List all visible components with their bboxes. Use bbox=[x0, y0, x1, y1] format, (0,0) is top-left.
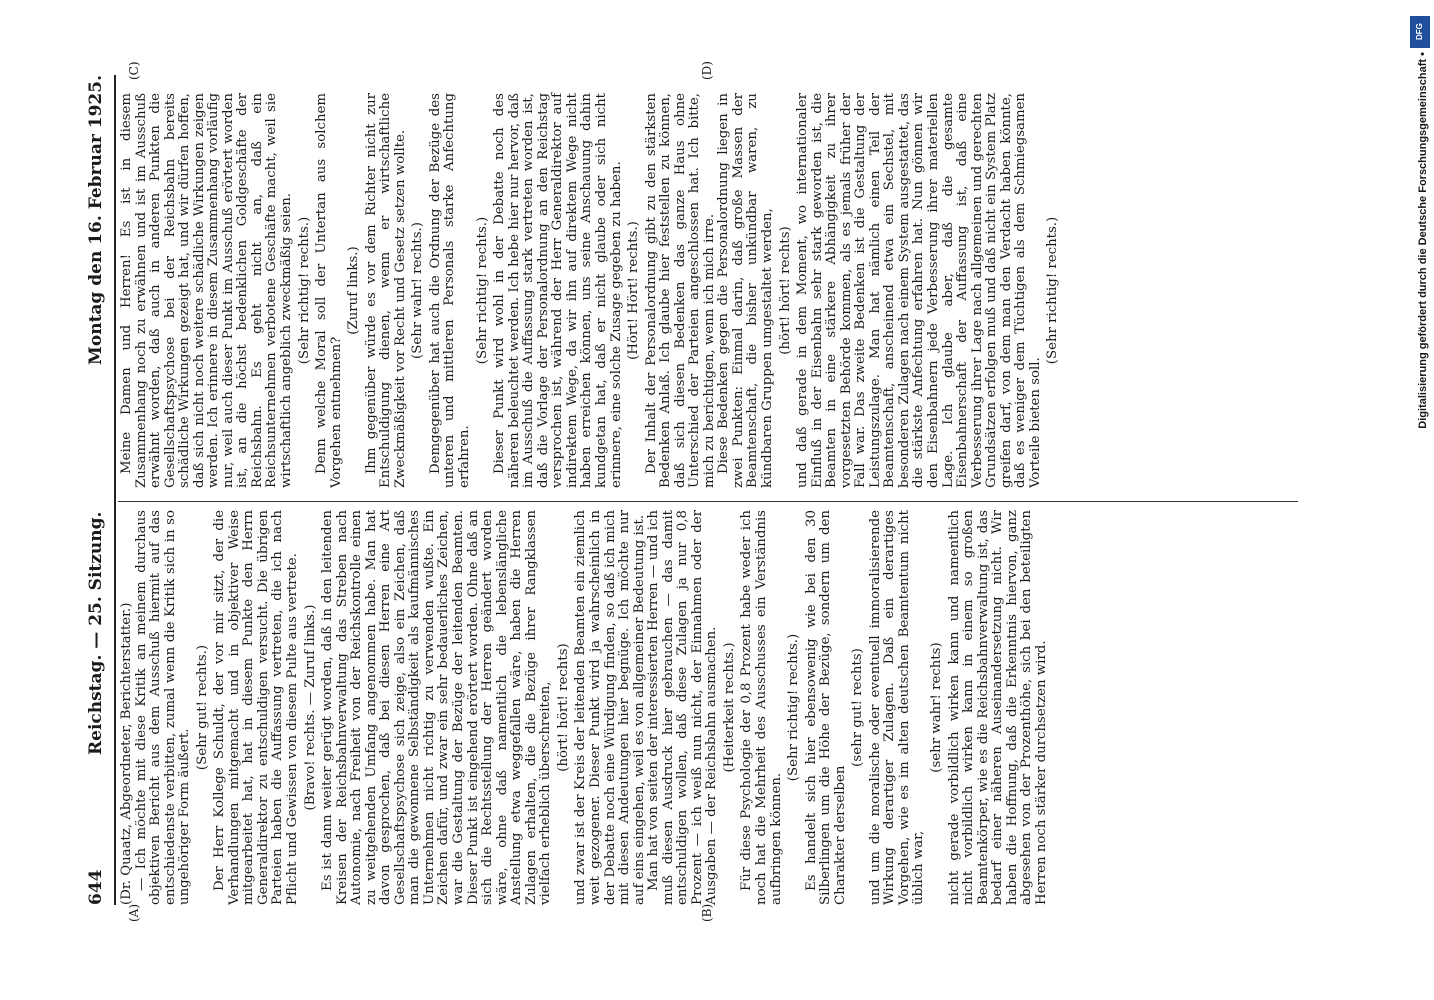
page-header bbox=[86, 75, 112, 905]
interjection: (hört! hört! rechts) bbox=[555, 643, 571, 772]
interjection: (sehr wahr! rechts) bbox=[928, 642, 944, 773]
paragraph: Ihm gegenüber würde es vor dem Richter nicht zur Entschuldigung dienen, wenn er wirtschaftliche Zweckmäßigkeit vor Recht und Gesetz setzen wollte. bbox=[363, 93, 408, 488]
paragraph: Für diese Psychologie der 0,8 Prozent habe weder ich noch hat die Mehrheit des Ausschusses ein Verständnis aufbringen können. bbox=[739, 510, 784, 905]
paragraph: Der Inhalt der Personalordnung gibt zu den stärksten Bedenken Anlaß. Ich glaube hier feststellen zu können, daß sich diesen Bedenken das ganze Haus ohne Unterschied der Parteien angeschlossen hat. Ich bitte, mich zu berichtigen, wenn ich mich irre. bbox=[643, 93, 717, 488]
session-title: Reichstag. — 25. Sitzung. bbox=[86, 511, 106, 755]
paragraph: Diese Bedenken gegen die Personalordnung liegen in zwei Punkten: Einmal darin, daß große Massen der Beamtenschaft, die bisher unkündbar waren, zu kündbaren Gruppen umgestaltet werden, bbox=[716, 93, 775, 488]
paragraph: Denn welche Moral soll der Untertan aus solchem Vorgehen entnehmen? bbox=[314, 93, 344, 488]
left-column bbox=[120, 510, 1049, 905]
paragraph: und daß gerade in dem Moment, wo internationaler Einfluß in der Eisenbahn sehr stark geworden ist, die Beamten in eine stärkere Abhängigkeit zu ihrer vorgesetzten Behörde kommen, als es jemals früher der Fall war. Das zweite Bedenken ist die Gestaltung der Leistungszulage. Man hat nämlich einen Teil der Beamtenschaft, anscheinend etwa ein Sechstel, mit besonderen Zulagen nach einem System ausgestattet, das die stärkste Anfechtung erfahren hat. Nun gönnen wir den Eisenbahnern jede Verbesserung ihrer materiellen Lage. Ich glaube aber, daß die gesamte Eisenbahnerschaft der Auffassung ist, daß eine Verbesserung ihrer Lage nach allgemeinen und gerechten Grundsätzen erfolgen muß und daß nicht ein System Platz greifen darf, von dem man den Verdacht haben könnte, daß es weniger dem Tüchtigen als dem Schmiegsamen Vorteile bieten soll. bbox=[795, 93, 1043, 488]
header-rule bbox=[114, 75, 116, 905]
interjection: (sehr gut! rechts) bbox=[850, 648, 866, 767]
paragraph: — Ich möchte mit diese Kritik an meinem durchaus objektiven Bericht aus dem Ausschuß hiermit auf das entschiedenste verbitten, zumal wenn die Kritik sich in so ungehöriger Form äußert. bbox=[133, 510, 193, 905]
paragraph: Man hat von seiten der interessierten Herren — und ich muß diesen Ausdruck hier gebrauchen — das damit entschuldigen wollen, daß diese Zulagen ja nur 0,8 Prozent — ich weiß nun nicht, der Einnahmen oder der Ausgaben — der Reichsbahn ausmachen. bbox=[646, 510, 720, 905]
margin-marker-d: (D) bbox=[700, 61, 714, 80]
interjection: (Sehr richtig! rechts.) bbox=[1045, 216, 1061, 365]
interjection: (Heiterkeit rechts.) bbox=[721, 642, 737, 773]
paragraph: Es ist dann weiter gerügt worden, daß in den leitenden Kreisen der Reichsbahnverwaltung das Streben nach Autonomie, nach Freiheit von der Reichskontrolle einen zu weitgehenden Umfang angenommen habe. Man hat davon gesprochen, daß bei diesen Herren eine Art Gesellschaftspsychose sich zeige, also ein Zeichen, daß man die gewonnene Selbständigkeit als kaufmännisches Unternehmen nicht richtig zu verwenden wußte. Ein Zeichen dafür, und zwar ein sehr bedauerliches Zeichen, war die Gestaltung der Bezüge der leitenden Beamten. Dieser Punkt ist eingehend erörtert worden. Ohne daß an sich die Rechtsstellung der Herren geändert worden wäre, ohne daß namentlich die lebenslängliche Anstellung etwa weggefallen wäre, haben die Herren Zulagen erhalten, die die Bezüge ihrer Rangklassen vielfach erheblich überschreiten, bbox=[320, 510, 554, 905]
interjection: (Sehr wahr! rechts.) bbox=[410, 222, 426, 359]
interjection: (hört! hört! rechts) bbox=[777, 226, 793, 355]
paragraph: Dieser Punkt wird wohl in der Debatte noch des näheren beleuchtet werden. Ich hebe hier nur hervor, daß im Ausschuß die Auffassung stark vertreten worden ist, daß die Vorlage der Personalordnung an den Reichstag versprochen ist, während der Herr Generaldirektor auf indirektem Wege, da wir ihn auf direktem Wege nicht haben erreichen können, uns seine Anschauung dahin kundgetan hat, daß er nicht glaube oder sich nicht erinnere, eine solche Zusage gegeben zu haben. bbox=[492, 93, 624, 488]
paragraph: Der Herr Kollege Schuldt, der vor mir sitzt, der die Verhandlungen mitgemacht und in objektiver Weise mitgearbeitet hat, hat in diesem Punkte den Herrn Generaldirektor zu entschuldigen versucht. Die übrigen Parteien haben die Auffassung vertreten, die ich nach Pflicht und Gewissen von diesem Pulte aus vertrete. bbox=[212, 510, 301, 905]
interjection: (Sehr gut! rechts.) bbox=[194, 644, 210, 771]
paragraph: Es handelt sich hier ebensowenig wie bei den 30 Silberlingen um die Höhe der Bezüge, sondern um den Charakter derselben bbox=[803, 510, 848, 905]
column-divider bbox=[118, 501, 1298, 502]
right-column bbox=[120, 93, 1064, 488]
margin-marker-c: (C) bbox=[127, 61, 141, 80]
margin-marker-b: (B) bbox=[700, 903, 714, 922]
dfg-credit-text: Digitalisierung gefördert durch die Deutsche Forschungsgemeinschaft • bbox=[1417, 52, 1429, 429]
interjection: (Sehr richtig! rechts.) bbox=[296, 216, 312, 365]
paragraph: (Dr. Quaatz, Abgeordneter, Berichterstatter.) bbox=[119, 602, 134, 905]
digitization-sidebar bbox=[1409, 8, 1434, 992]
session-date: Montag den 16. Februar 1925. bbox=[86, 75, 106, 365]
paragraph: nicht gerade vorbildlich wirken kann und namentlich nicht vorbildlich wirken kann in einem so großen Beamtenkörper, wie es die Reichsbahnverwaltung ist, das bedarf einer näheren Auseinandersetzung nicht. Wir haben die Hoffnung, daß die Erkenntnis hiervon, ganz abgesehen von der Prozenthöhe, sich bei den beteiligten Herren noch stärker durchsetzen wird. bbox=[946, 510, 1049, 905]
paragraph: Demgegenüber hat auch die Ordnung der Bezüge des unteren und mittleren Personals starke Anfechtung erfahren. bbox=[427, 93, 473, 488]
paragraph: Meine Damen und Herren! Es ist in diesem Zusammenhang noch zu erwähnen und ist im Ausschuß erwähnt worden, daß auch in anderen Punkten die Gesellschaftspsychose bei der Reichsbahn bereits schädliche Wirkungen gezeigt hat, und wir dürfen hoffen, daß sich nicht noch weitere schädliche Wirkungen zeigen werden. Ich erinnere in diesem Zusammenhang vorläufig nur, weil auch dieser Punkt im Ausschuß erörtert worden ist, an die höchst bedenklichen Goldgeschäfte der Reichsbahn. Es geht nicht an, daß ein Reichsunternehmen verbotene Geschäfte macht, weil sie wirtschaftlich angeblich zweckmäßig seien. bbox=[119, 93, 295, 488]
interjection: (Hört! Hört! rechts.) bbox=[626, 221, 642, 360]
page-number: 644 bbox=[86, 869, 106, 905]
margin-marker-a: (A) bbox=[127, 903, 141, 922]
interjection: (Bravo! rechts. — Zuruf links.) bbox=[302, 604, 318, 811]
paragraph: und zwar ist der Kreis der leitenden Beamten ein ziemlich weit gezogener. Dieser Punkt wird ja wahrscheinlich in der Debatte noch eine Würdigung finden, so daß ich mich mit diesen Andeutungen hier begnüge. Ich möchte nur auf eins eingehen, weil es von allgemeiner Bedeutung ist. bbox=[573, 510, 647, 905]
interjection: (Sehr richtig! rechts.) bbox=[474, 216, 490, 365]
dfg-logo: DFG bbox=[1410, 16, 1430, 48]
interjection: (Sehr richtig! rechts.) bbox=[786, 633, 802, 782]
paragraph: und um die moralische oder eventuell immoralisierende Wirkung derartiger Zulagen. Daß ein derartiges Vorgehen, wie es im alten deutschen Beamtentum nicht üblich war, bbox=[867, 510, 927, 905]
interjection: (Zuruf links.) bbox=[346, 246, 362, 335]
